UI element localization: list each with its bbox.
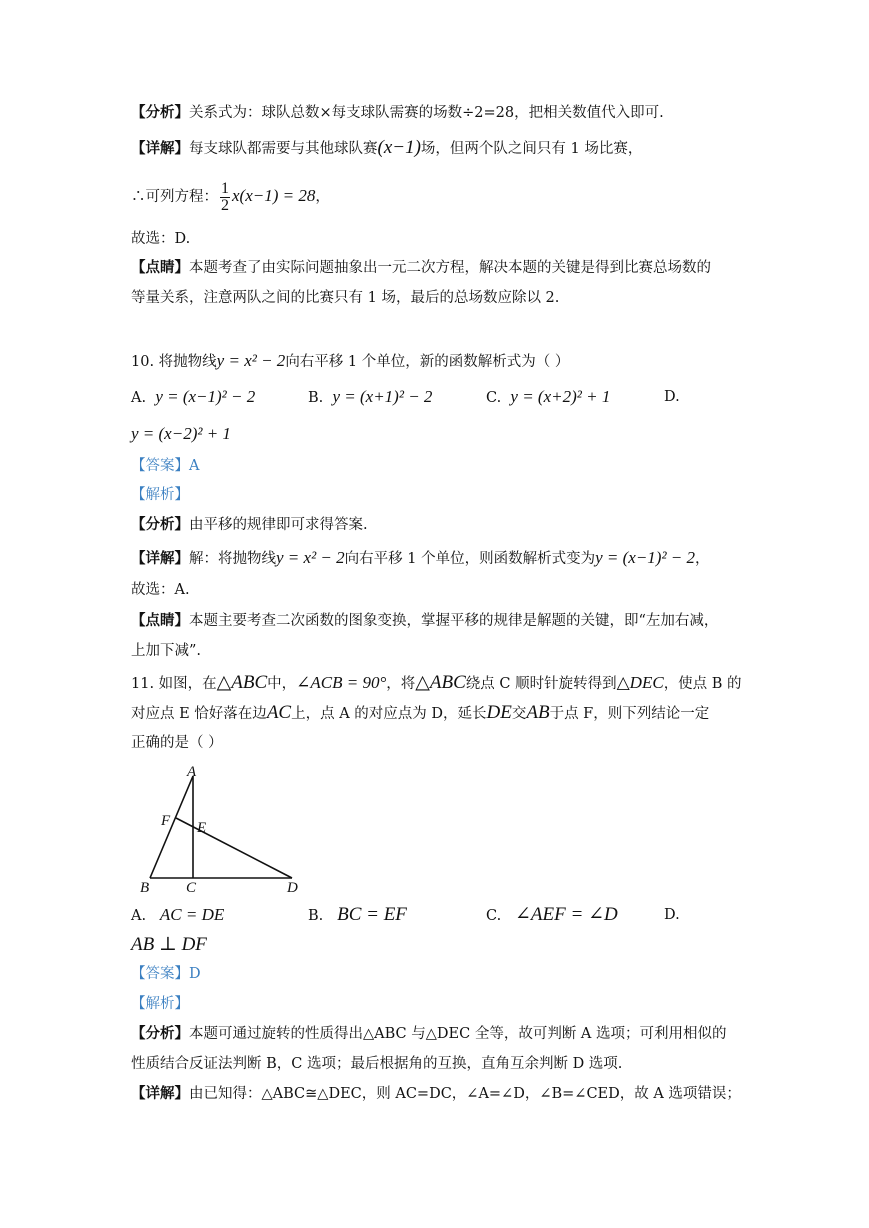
analysis-tag: 【分析】 [131,1025,189,1042]
option-label: C. [486,908,502,924]
q10-choose: 故选：A. [131,582,190,598]
q11-s1-c: ，将 [386,676,416,692]
analysis-tag: 【分析】 [131,516,189,533]
option-expr: y = (x−1)² − 2 [155,387,256,406]
q9-detail-expr: (x−1) [377,137,421,158]
fraction-denominator: 2 [221,196,229,214]
q11-segment-ab: AB [526,702,550,723]
q11-stem-line-2 [131,703,709,724]
q11-triangle-figure [134,762,314,896]
comment-tag: 【点睛】 [131,612,189,629]
q10-comment-line-1 [131,611,718,631]
point-label-d: D [287,880,298,896]
q9-detail-line [131,138,642,159]
q9-equation-line [131,178,330,215]
q11-stem-line-1 [131,673,742,694]
q9-detail-text-a: 每支球队都需要与其他球队赛 [189,141,378,157]
q9-choose: 故选：D. [131,231,191,247]
fraction-numerator: 1 [221,179,229,197]
q11-option-c [486,905,618,926]
q10-detail-expr2: y = (x−1)² − 2 [595,548,696,567]
q9-comment-line-1 [131,258,711,278]
q11-option-a [131,905,224,926]
q11-stem-line-3: 正确的是（ ） [131,735,223,751]
q11-detail-line [131,1084,741,1104]
q9-analysis-line [131,103,664,123]
q11-analysis-line-2: 性质结合反证法判断 B，C 选项；最后根据角的互换，直角互余判断 D 选项. [131,1056,623,1072]
option-label: A. [131,908,147,924]
point-label-b: B [140,880,150,896]
q10-jiexi: 【解析】 [131,487,189,503]
detail-tag: 【详解】 [131,550,189,567]
q11-s2-b: 上，点 A 的对应点为 D，延长 [291,706,487,722]
detail-tag: 【详解】 [131,1085,189,1102]
q11-option-d [131,935,207,956]
q11-analysis-line-1 [131,1024,727,1044]
detail-tag: 【详解】 [131,140,189,157]
option-expr: AB ⊥ DF [131,934,207,955]
q10-stem [131,351,569,372]
q11-s1-b: 中， [267,676,297,692]
option-expr: AC = DE [159,905,225,924]
q11-s1-e: ，使点 B 的 [663,676,742,692]
q10-comment-line-2: 上加下减”. [131,643,202,659]
comment-tag: 【点睛】 [131,259,189,276]
analysis-tag: 【分析】 [131,104,189,121]
q10-analysis-line [131,515,368,535]
q10-stem-a: 10. 将抛物线 [131,354,217,370]
q11-detail-text: 由已知得：△ABC≅△DEC，则 AC=DC，∠A=∠D，∠B=∠CED，故 A 选项错误； [189,1086,741,1102]
q9-analysis-text: 关系式为：球队总数×每支球队需赛的场数÷2=28，把相关数值代入即可. [189,105,664,121]
q9-eq-end: ， [315,189,330,205]
option-expr: y = (x+1)² − 2 [332,387,433,406]
q11-jiexi: 【解析】 [131,996,189,1012]
q11-s2-d: 于点 F，则下列结论一定 [549,706,710,722]
q11-side-ac: AC [266,702,292,723]
option-label: A. [131,390,147,406]
q11-option-d-label: D. [664,907,680,923]
option-label: B. [308,908,324,924]
point-label-c: C [186,880,197,896]
q10-option-d-label: D. [664,389,680,405]
q11-triangle-abc-2: △ABC [415,672,466,693]
q9-comment-text-1: 本题考查了由实际问题抽象出一元二次方程，解决本题的关键是得到比赛总场数的 [189,260,711,276]
q9-eq-prefix: ∴可列方程： [131,189,218,205]
option-expr: ∠AEF = ∠D [515,904,618,925]
q10-detail-b: 向右平移 1 个单位，则函数解析式变为 [344,551,596,567]
q11-s1-a: 11. 如图，在 [131,676,217,692]
q10-option-c [486,387,610,408]
q11-triangle-dec: △DEC [616,673,664,692]
q10-option-a [131,387,255,408]
option-label: C. [486,390,502,406]
q9-detail-text-b: 场，但两个队之间只有 1 场比赛， [420,141,643,157]
q10-detail-c: ， [695,551,710,567]
point-label-a: A [187,764,197,780]
q11-s1-d: 绕点 C 顺时针旋转得到 [465,676,617,692]
q10-detail-line [131,548,710,569]
q11-analysis-text-1: 本题可通过旋转的性质得出△ABC 与△DEC 全等，故可判断 A 选项；可利用相似的 [189,1026,727,1042]
q10-option-b [308,387,432,408]
option-expr: y = (x−2)² + 1 [131,424,231,443]
q11-s2-c: 交 [511,706,527,722]
q10-detail-expr1: y = x² − 2 [276,548,345,567]
option-expr: y = (x+2)² + 1 [510,387,611,406]
q10-stem-expr: y = x² − 2 [216,351,286,370]
point-label-f: F [161,813,171,829]
q10-option-d [131,424,231,445]
option-expr: BC = EF [337,904,407,925]
q11-s2-a: 对应点 E 恰好落在边 [131,706,267,722]
q10-answer: 【答案】A [131,458,200,474]
q11-answer: 【答案】D [131,966,201,982]
q9-eq-expr: x(x−1) = 28 [232,186,316,205]
option-label: B. [308,390,324,406]
q11-triangle-abc: △ABC [216,672,268,693]
point-label-e: E [197,820,207,836]
q9-fraction [220,181,230,214]
q10-detail-a: 解：将抛物线 [189,551,276,567]
q9-comment-line-2: 等量关系，注意两队之间的比赛只有 1 场，最后的总场数应除以 2. [131,290,560,306]
q10-comment-text-1: 本题主要考查二次函数的图象变换，掌握平移的规律是解题的关键，即“左加右减， [189,613,719,629]
q10-analysis-text: 由平移的规律即可求得答案. [189,517,368,533]
q10-stem-b: 向右平移 1 个单位，新的函数解析式为（ ） [285,354,570,370]
q11-angle-acb: ∠ACB = 90° [296,673,387,692]
q11-option-b [308,905,407,926]
q11-segment-de: DE [486,702,512,723]
segment-ab [150,776,193,878]
